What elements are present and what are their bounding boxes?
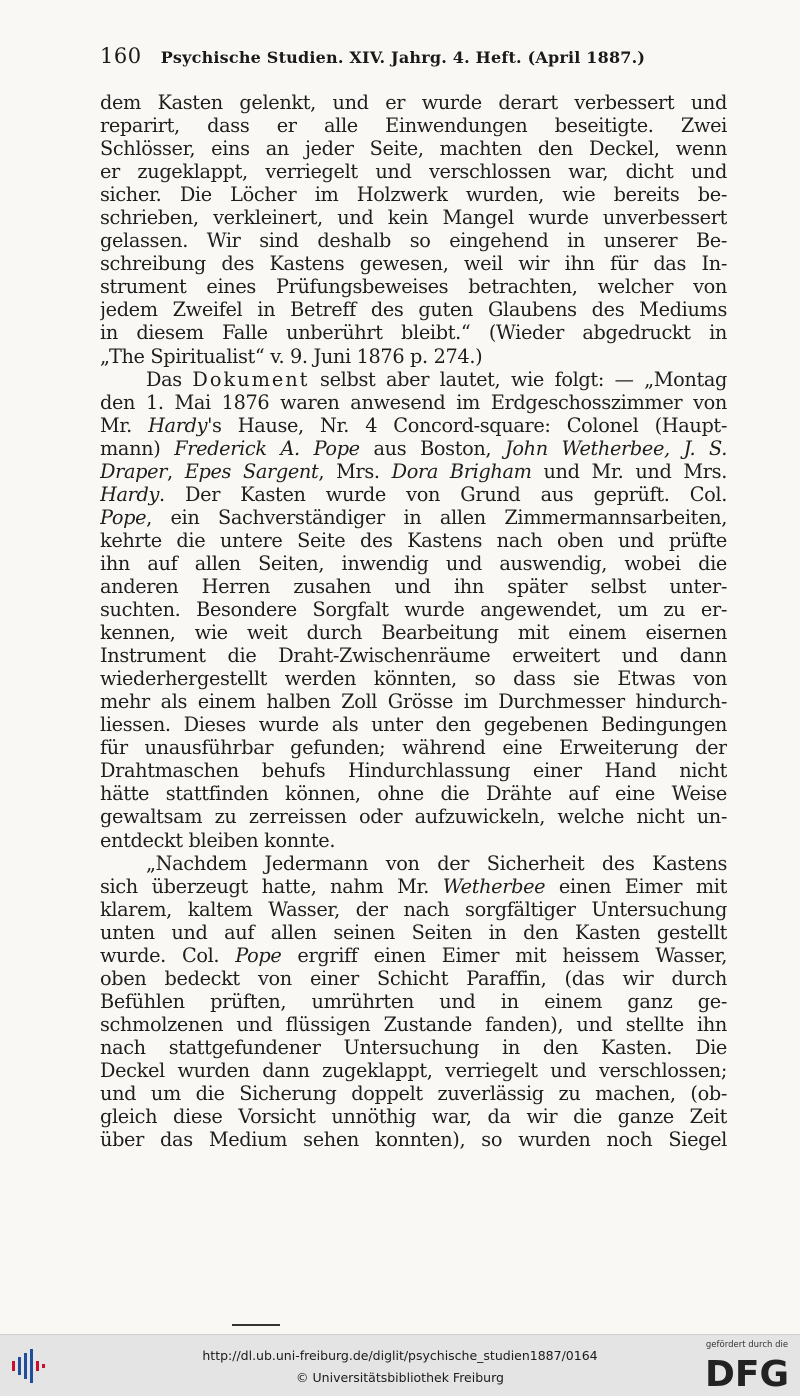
footer-copyright: © Universitätsbibliothek Freiburg xyxy=(296,1370,504,1385)
text-line xyxy=(100,575,727,598)
text-line xyxy=(100,321,727,344)
line-text: kehrte die untere Seite des Kastens nach oben und prüfte xyxy=(100,528,727,552)
line-text: in diesem Falle unberührt bleibt.“ (Wieder abgedruckt in xyxy=(100,321,727,345)
funding-note: gefördert durch die xyxy=(705,1340,789,1350)
text-line xyxy=(100,206,727,229)
line-text: schreibung des Kastens gewesen, weil wir ihn für das In- xyxy=(100,252,727,276)
line-text: . Der Kasten wurde von Grund aus geprüft. Col. xyxy=(159,482,727,506)
line-text: den 1. Mai 1876 waren anwesend im Erdgeschosszimmer von xyxy=(100,390,727,414)
text-line xyxy=(100,229,727,252)
line-text: gleich diese Vorsicht unnöthig war, da wir die ganze Zeit xyxy=(100,1105,727,1129)
text-line xyxy=(100,252,727,275)
page-number: 160 xyxy=(100,44,142,68)
page-header xyxy=(100,44,730,68)
text-line xyxy=(100,875,727,898)
line-text: ergriff einen Eimer mit heissem Wasser, xyxy=(281,943,727,967)
line-text: einen Eimer mit xyxy=(545,874,727,898)
text-line xyxy=(100,460,727,483)
line-text: Instrument die Draht-Zwischenräume erweitert und dann xyxy=(100,644,727,668)
text-line xyxy=(100,690,727,713)
text-line xyxy=(100,921,727,944)
line-text: Deckel wurden dann zugeklappt, verriegelt und verschlossen; xyxy=(100,1058,727,1082)
text-line xyxy=(100,759,727,782)
text-line xyxy=(100,414,727,437)
line-text: , Mrs. xyxy=(318,459,392,483)
footer-url[interactable]: http://dl.ub.uni-freiburg.de/diglit/psychische_studien1887/0164 xyxy=(202,1348,598,1363)
footer-bar xyxy=(0,1334,800,1396)
body-text xyxy=(100,91,727,1151)
text-line xyxy=(100,1036,727,1059)
text-line xyxy=(100,736,727,759)
text-line xyxy=(100,829,727,852)
line-text: entdeckt bleiben konnte. xyxy=(100,828,336,852)
text-line xyxy=(100,391,727,414)
text-line xyxy=(100,114,727,137)
line-text: anderen Herren zusahen und ihn später selbst unter- xyxy=(100,574,727,598)
italic-name: Epes Sargent xyxy=(184,459,319,483)
italic-name: Draper xyxy=(100,459,168,483)
line-text: wurde. Col. xyxy=(100,943,236,967)
line-text: selbst aber lautet, wie folgt: — „Montag xyxy=(309,367,727,391)
line-text: oben bedeckt von einer Schicht Paraffin, (das wir durch xyxy=(100,966,727,990)
text-line xyxy=(100,345,727,368)
italic-name: Pope xyxy=(235,943,282,967)
text-line xyxy=(100,137,727,160)
line-text: Drahtmaschen behufs Hindurchlassung einer Hand nicht xyxy=(100,759,727,783)
line-text: mehr als einem halben Zoll Grösse im Durchmesser hindurch- xyxy=(100,690,727,714)
running-head: Psychische Studien. XIV. Jahrg. 4. Heft. (April 1887.) xyxy=(160,48,646,67)
line-text: aus Boston, xyxy=(359,436,505,460)
line-text: Befühlen prüften, umrührten und in einem ganz ge- xyxy=(100,989,727,1013)
line-text: Schlösser, eins an jeder Seite, machten den Deckel, wenn xyxy=(100,137,727,161)
line-text: strument eines Prüfungsbeweises betrachten, welcher von xyxy=(100,275,727,299)
line-text: hätte stattfinden können, ohne die Drähte auf eine Weise xyxy=(100,782,727,806)
line-text: 's Hause, Nr. 4 Concord-square: Colonel (Haupt- xyxy=(207,413,727,437)
text-line xyxy=(100,944,727,967)
line-text: unten und auf allen seinen Seiten in den Kasten gestellt xyxy=(100,920,727,944)
line-text: gelassen. Wir sind deshalb so eingehend in unserer Be- xyxy=(100,229,727,253)
dfg-logo-text: DFG xyxy=(704,1354,790,1392)
text-line xyxy=(100,805,727,828)
line-text: kennen, wie weit durch Bearbeitung mit einem eisernen xyxy=(100,621,727,645)
text-line xyxy=(100,1105,727,1128)
italic-name: Wetherbee xyxy=(442,874,546,898)
text-line xyxy=(100,552,727,575)
text-line xyxy=(100,1013,727,1036)
italic-name: Hardy xyxy=(148,413,208,437)
line-text: über das Medium sehen konnten), so wurden noch Siegel xyxy=(100,1128,727,1152)
italic-name: Dora Brigham xyxy=(391,459,532,483)
text-line xyxy=(100,1082,727,1105)
line-text: „The Spiritualist“ v. 9. Juni 1876 p. 274.) xyxy=(100,344,483,368)
line-text: „Nachdem Jedermann von der Sicherheit des Kastens xyxy=(146,851,727,875)
text-line xyxy=(100,91,727,114)
text-line xyxy=(100,967,727,990)
line-text: gewaltsam zu zerreissen oder aufzuwickeln, welche nicht un- xyxy=(100,805,727,829)
text-line xyxy=(100,1128,727,1151)
text-line xyxy=(100,990,727,1013)
line-text: Das xyxy=(146,367,193,391)
text-line xyxy=(100,621,727,644)
text-line xyxy=(100,644,727,667)
line-text: reparirt, dass er alle Einwendungen beseitigte. Zwei xyxy=(100,114,727,138)
line-text: er zugeklappt, verriegelt und verschlossen war, dicht und xyxy=(100,160,727,184)
text-line xyxy=(100,852,727,875)
text-line xyxy=(100,782,727,805)
line-text: suchten. Besondere Sorgfalt wurde angewendet, um zu er- xyxy=(100,598,727,622)
line-text: schmolzenen und flüssigen Zustande fanden), und stellte ihn xyxy=(100,1012,727,1036)
line-text: jedem Zweifel in Betreff des guten Glaubens des Mediums xyxy=(100,298,727,322)
line-text: und um die Sicherung doppelt zuverlässig zu machen, (ob- xyxy=(100,1082,727,1106)
line-text: , xyxy=(167,459,185,483)
line-text: und Mr. und Mrs. xyxy=(531,459,727,483)
text-line xyxy=(100,529,727,552)
text-line xyxy=(100,898,727,921)
line-text: ihn auf allen Seiten, inwendig und auswendig, wobei die xyxy=(100,551,727,575)
text-line xyxy=(100,483,727,506)
text-line xyxy=(100,713,727,736)
italic-name: Hardy xyxy=(100,482,160,506)
italic-name: Pope xyxy=(100,505,147,529)
text-line xyxy=(100,1059,727,1082)
line-text: nach stattgefundener Untersuchung in den Kasten. Die xyxy=(100,1035,727,1059)
line-text: liessen. Dieses wurde als unter den gegebenen Bedingungen xyxy=(100,713,727,737)
text-line xyxy=(100,298,727,321)
text-line xyxy=(100,368,727,391)
footnote-rule xyxy=(232,1324,280,1326)
line-text: Mr. xyxy=(100,413,149,437)
italic-name: Frederick A. Pope xyxy=(174,436,360,460)
line-text: schrieben, verkleinert, und kein Mangel wurde unverbessert xyxy=(100,206,727,230)
line-text: , ein Sachverständiger in allen Zimmermannsarbeiten, xyxy=(146,505,727,529)
dfg-logo-icon xyxy=(704,1352,790,1392)
text-line xyxy=(100,598,727,621)
text-line xyxy=(100,160,727,183)
spaced-word: Dokument xyxy=(192,367,310,391)
line-text: klarem, kaltem Wasser, der nach sorgfältiger Untersuchung xyxy=(100,897,727,921)
text-line xyxy=(100,437,727,460)
line-text: sich überzeugt hatte, nahm Mr. xyxy=(100,874,443,898)
line-text: mann) xyxy=(100,436,175,460)
text-line xyxy=(100,275,727,298)
italic-name: John Wetherbee, J. S. xyxy=(505,436,727,460)
text-line xyxy=(100,667,727,690)
line-text: dem Kasten gelenkt, und er wurde derart verbessert und xyxy=(100,91,727,114)
text-line xyxy=(100,183,727,206)
text-line xyxy=(100,506,727,529)
line-text: für unausführbar gefunden; während eine Erweiterung der xyxy=(100,736,727,760)
line-text: sicher. Die Löcher im Holzwerk wurden, wie bereits be- xyxy=(100,183,727,207)
line-text: wiederhergestellt werden könnten, so dass sie Etwas von xyxy=(100,667,727,691)
